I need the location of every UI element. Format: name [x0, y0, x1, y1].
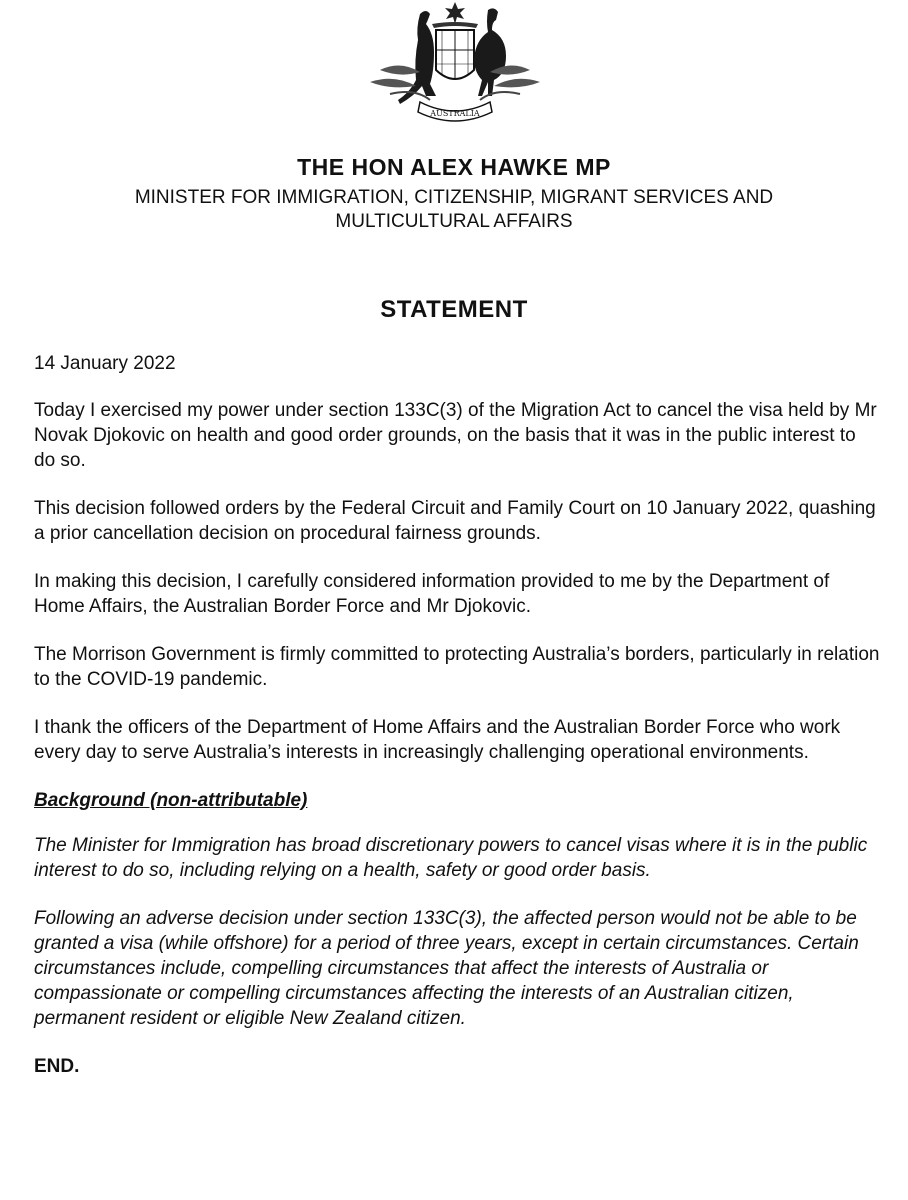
minister-name: THE HON ALEX HAWKE MP: [297, 154, 611, 180]
background-paragraph: Following an adverse decision under section 133C(3), the affected person would not be able to be granted a visa (while offshore) for a period of three years, except in certain circumstances. Certain circumstances include, compelling circumstances that affect the interests of Australia or compassionate or compelling circumstances affecting the interests of an Australian citizen, permanent resident or eligible New Zealand citizen.: [34, 908, 859, 1029]
body-paragraph: The Morrison Government is firmly committed to protecting Australia’s borders, particularly in relation to the COVID-19 pandemic.: [34, 644, 880, 690]
portfolio-line-2: MULTICULTURAL AFFAIRS: [335, 211, 573, 232]
body-paragraph: Today I exercised my power under section 133C(3) of the Migration Act to cancel the visa held by Mr Novak Djokovic on health and good order grounds, on the basis that it was in the public interest to do so.: [34, 400, 877, 471]
background-heading: Background (non-attributable): [34, 790, 308, 811]
crest-motto: AUSTRALIA: [430, 109, 480, 118]
portfolio-line-1: MINISTER FOR IMMIGRATION, CITIZENSHIP, MIGRANT SERVICES AND: [134, 187, 774, 208]
end-marker: END.: [34, 1056, 80, 1077]
minister-header: [0, 152, 908, 234]
background-paragraph: The Minister for Immigration has broad discretionary powers to cancel visas where it is in the public interest to do so, including relying on a health, safety or good order basis.: [34, 835, 868, 881]
portfolio-title: [0, 186, 908, 234]
body-paragraph: This decision followed orders by the Federal Circuit and Family Court on 10 January 2022, quashing a prior cancellation decision on procedural fairness grounds.: [34, 498, 876, 544]
document-type-title: STATEMENT: [380, 296, 528, 323]
statement-date: 14 January 2022: [34, 353, 176, 374]
body-paragraph: In making this decision, I carefully considered information provided to me by the Department of Home Affairs, the Australian Border Force and Mr Djokovic.: [34, 571, 830, 617]
statement-body: [34, 351, 882, 1102]
body-paragraph: I thank the officers of the Department of Home Affairs and the Australian Border Force who work every day to serve Australia’s interests in increasingly challenging operational environments.: [34, 717, 841, 763]
coat-of-arms-icon: [360, 0, 550, 128]
